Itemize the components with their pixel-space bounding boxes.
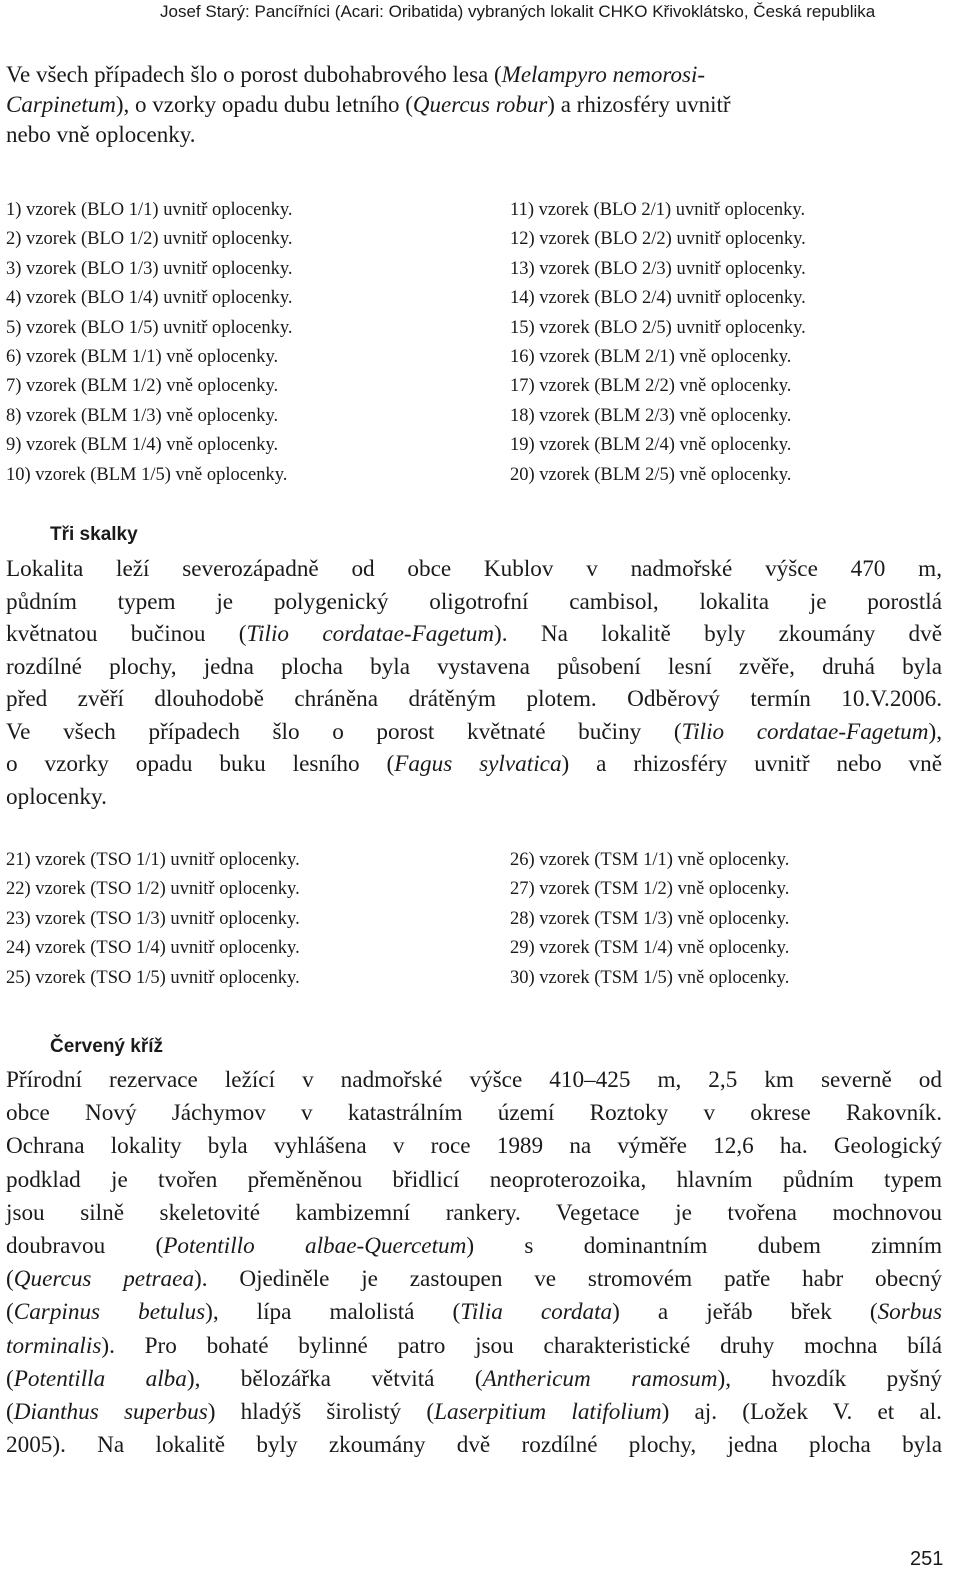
list-item: 25) vzorek (TSO 1/5) uvnitř oplocenky.: [6, 967, 300, 988]
sample-list-left-2: [6, 846, 300, 993]
list-item: 16) vzorek (BLM 2/1) vně oplocenky.: [510, 346, 792, 367]
list-item: 3) vzorek (BLO 1/3) uvnitř oplocenky.: [6, 258, 293, 279]
list-item: 26) vzorek (TSM 1/1) vně oplocenky.: [510, 850, 790, 870]
paragraph-line: Přírodní rezervace ležící v nadmořské výšce 410–425 m, 2,5 km severně od: [6, 1067, 942, 1093]
sample-list-left: [6, 196, 293, 490]
list-item: 19) vzorek (BLM 2/4) vně oplocenky.: [510, 435, 792, 456]
paragraph-line: Ve všech případech šlo o porost květnaté bučiny (Tilio cordatae-Fagetum),: [6, 718, 943, 745]
list-item: 30) vzorek (TSM 1/5) vně oplocenky.: [510, 967, 790, 988]
intro-paragraph: [6, 60, 946, 150]
paragraph-line: doubravou (Potentillo albae-Quercetum) s dominantním dubem zimním: [6, 1233, 943, 1260]
paragraph-line: před zvěří dlouhodobě chráněna drátěným plotem. Odběrový termín 10.V.2006.: [6, 686, 942, 712]
section-paragraph-tri-skalky: [6, 553, 942, 813]
list-item: 2) vzorek (BLO 1/2) uvnitř oplocenky.: [6, 229, 293, 250]
list-item: 9) vzorek (BLM 1/4) vně oplocenky.: [6, 435, 279, 456]
intro-line: nebo vně oplocenky.: [6, 122, 196, 147]
sample-list-right-2: [510, 846, 789, 993]
section-heading-cerveny-kriz: Červený kříž: [50, 1036, 164, 1057]
page-number: 251: [910, 1548, 944, 1570]
list-item: 21) vzorek (TSO 1/1) uvnitř oplocenky.: [6, 850, 300, 870]
intro-line: Ve všech případech šlo o porost dubohabrového lesa (Melampyro nemorosi-: [6, 62, 705, 87]
paragraph-line: obce Nový Jáchymov v katastrálním území Roztoky v okrese Rakovník.: [6, 1100, 942, 1127]
running-header: Josef Starý: Pancířníci (Acari: Oribatida) vybraných lokalit CHKO Křivoklátsko, Česká republika: [160, 2, 876, 21]
paragraph-line: 2005). Na lokalitě byly zkoumány dvě rozdílné plochy, jedna plocha byla: [6, 1432, 942, 1459]
section-heading-tri-skalky: Tři skalky: [50, 524, 138, 545]
list-item: 10) vzorek (BLM 1/5) vně oplocenky.: [6, 464, 288, 485]
list-item: 4) vzorek (BLO 1/4) uvnitř oplocenky.: [6, 288, 293, 309]
list-item: 1) vzorek (BLO 1/1) uvnitř oplocenky.: [6, 200, 293, 220]
paragraph-line: torminalis). Pro bohaté bylinné patro jsou charakteristické druhy mochna bílá: [6, 1332, 942, 1359]
paragraph-line: Ochrana lokality byla vyhlášena v roce 1989 na výměře 12,6 ha. Geologický: [6, 1133, 942, 1160]
paragraph-line: podklad je tvořen přeměněnou břidlicí neoproterozoika, hlavním půdním typem: [6, 1166, 942, 1193]
paragraph-line: (Carpinus betulus), lípa malolistá (Tilia cordata) a jeřáb břek (Sorbus: [6, 1299, 942, 1326]
list-item: 27) vzorek (TSM 1/2) vně oplocenky.: [510, 879, 790, 900]
paragraph-line: o vzorky opadu buku lesního (Fagus sylvatica) a rhizosféry uvnitř nebo vně: [6, 751, 943, 777]
list-item: 20) vzorek (BLM 2/5) vně oplocenky.: [510, 464, 792, 485]
list-item: 11) vzorek (BLO 2/1) uvnitř oplocenky.: [510, 200, 806, 220]
paragraph-line: Lokalita leží severozápadně od obce Kublov v nadmořské výšce 470 m,: [6, 556, 942, 582]
list-item: 7) vzorek (BLM 1/2) vně oplocenky.: [6, 376, 279, 397]
list-item: 24) vzorek (TSO 1/4) uvnitř oplocenky.: [6, 938, 300, 959]
paragraph-line: květnatou bučinou (Tilio cordatae-Fagetum). Na lokalitě byly zkoumány dvě: [6, 621, 942, 647]
list-item: 17) vzorek (BLM 2/2) vně oplocenky.: [510, 376, 792, 397]
list-item: 13) vzorek (BLO 2/3) uvnitř oplocenky.: [510, 258, 806, 279]
list-item: 23) vzorek (TSO 1/3) uvnitř oplocenky.: [6, 908, 300, 929]
list-item: 22) vzorek (TSO 1/2) uvnitř oplocenky.: [6, 879, 300, 900]
paragraph-line: půdním typem je polygenický oligotrofní cambisol, lokalita je porostlá: [6, 588, 942, 615]
list-item: 8) vzorek (BLM 1/3) vně oplocenky.: [6, 405, 279, 426]
paragraph-line: oplocenky.: [6, 783, 107, 810]
list-item: 5) vzorek (BLO 1/5) uvnitř oplocenky.: [6, 317, 293, 338]
list-item: 14) vzorek (BLO 2/4) uvnitř oplocenky.: [510, 288, 806, 309]
list-item: 28) vzorek (TSM 1/3) vně oplocenky.: [510, 908, 790, 929]
list-item: 29) vzorek (TSM 1/4) vně oplocenky.: [510, 938, 790, 959]
list-item: 15) vzorek (BLO 2/5) uvnitř oplocenky.: [510, 317, 806, 338]
sample-list-right: [510, 196, 806, 490]
list-item: 18) vzorek (BLM 2/3) vně oplocenky.: [510, 405, 792, 426]
paragraph-line: (Quercus petraea). Ojediněle je zastoupen ve stromovém patře habr obecný: [6, 1266, 942, 1293]
intro-line: Carpinetum), o vzorky opadu dubu letního (Quercus robur) a rhizosféry uvnitř: [6, 92, 731, 117]
paragraph-line: rozdílné plochy, jedna plocha byla vystavena působení lesní zvěře, druhá byla: [6, 653, 942, 680]
list-item: 6) vzorek (BLM 1/1) vně oplocenky.: [6, 346, 279, 367]
paragraph-line: (Dianthus superbus) hladýš širolistý (Laserpitium latifolium) aj. (Ložek V. et al.: [6, 1399, 942, 1426]
list-item: 12) vzorek (BLO 2/2) uvnitř oplocenky.: [510, 229, 806, 250]
paragraph-line: jsou silně skeletovité kambizemní rankery. Vegetace je tvořena mochnovou: [6, 1199, 942, 1226]
section-paragraph-cerveny-kriz: [6, 1064, 942, 1462]
paragraph-line: (Potentilla alba), bělozářka větvitá (Anthericum ramosum), hvozdík pyšný: [6, 1365, 943, 1392]
